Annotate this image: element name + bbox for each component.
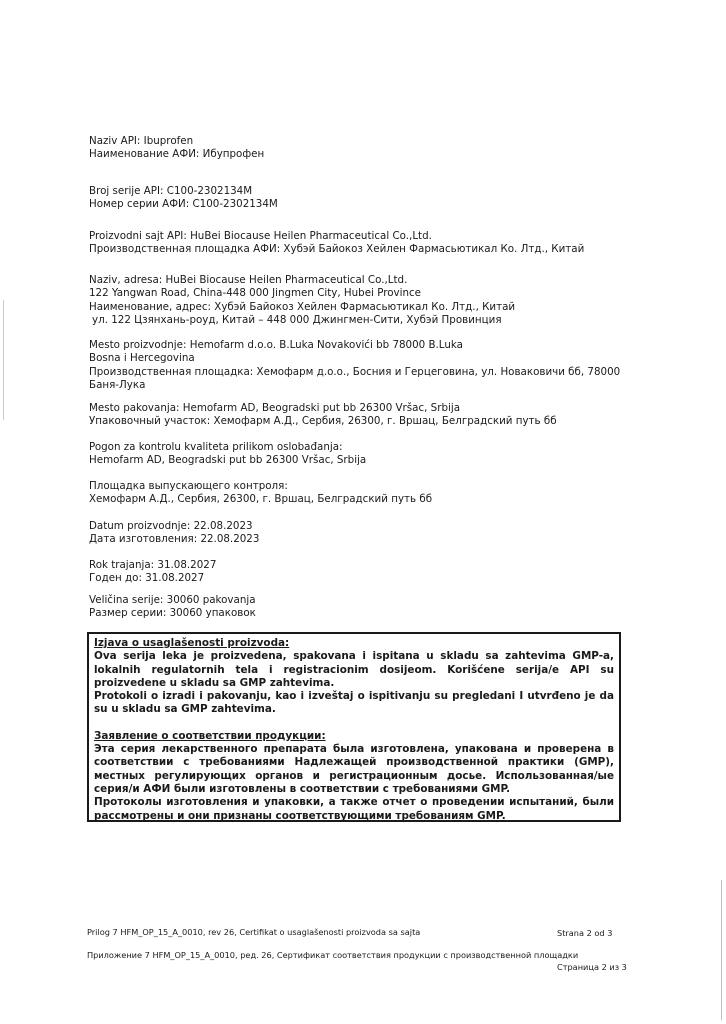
packaging-site-sr: Mesto pakovanja: Hemofarm AD, Beogradski put bb 26300 Vršac, Srbija (89, 402, 461, 414)
scan-artifact (3, 300, 4, 420)
declaration-title-sr: Izjava o usaglašenosti proizvoda: (94, 637, 290, 649)
api-batch-section (89, 185, 669, 212)
release-site-ru-1: Площадка выпускающего контроля: (89, 480, 288, 492)
packaging-site-ru: Упаковочный участок: Хемофарм А.Д., Сербия, 26300, г. Вршац, Белградский путь бб (89, 415, 557, 428)
release-site-sr-section (89, 441, 669, 468)
batch-size-section (89, 594, 669, 621)
address-sr-2: 122 Yangwan Road, China-448 000 Jingmen City, Hubei Province (89, 287, 422, 300)
api-batch-sr: Broj serije API: C100-2302134M (89, 185, 253, 197)
declaration-text-sr-2: Protokoli o izradi i pakovanju, kao i izveštaj o ispitivanju su pregledani I utvrđeno je da su u skladu sa GMP zahtevima. (94, 690, 614, 716)
release-site-sr-1: Pogon za kontrolu kvaliteta prilikom oslobađanja: (89, 441, 343, 453)
api-name-ru: Наименование АФИ: Ибупрофен (89, 148, 265, 161)
release-site-sr-2: Hemofarm AD, Beogradski put bb 26300 Vršac, Srbija (89, 454, 367, 467)
footer-page-sr: Strana 2 od 3 (557, 928, 613, 938)
manufacture-date-section (89, 520, 669, 547)
batch-size-ru: Размер серии: 30060 упаковок (89, 607, 256, 620)
api-site-section (89, 230, 669, 257)
manufacturing-site-ru-2: Баня-Лука (89, 379, 146, 392)
address-ru-1: Наименование, адрес: Хубэй Байокоз Хейлен Фармасьютикал Ко. Лтд., Китай (89, 300, 516, 313)
scan-artifact (721, 880, 722, 1020)
manufacturing-site-ru-1: Производственная площадка: Хемофарм д.о.о., Босния и Герцеговина, ул. Новаковичи бб, 78000 (89, 365, 621, 378)
expiry-ru: Годен до: 31.08.2027 (89, 572, 205, 585)
declaration-text-ru-1: Эта серия лекарственного препарата была изготовлена, упакована и проверена в соответствии с требованиями Надлежащей производственной практики (GMP), местных регулирующих органов и регистрационным досье. Использованная/ые серия/и АФИ были изготовлены в соответствии с требованиями GMP. (94, 743, 614, 795)
address-section (89, 274, 669, 328)
batch-size-sr: Veličina serije: 30060 pakovanja (89, 594, 256, 606)
declaration-text-ru-2: Протоколы изготовления и упаковки, а также отчет о проведении испытаний, были рассмотрены и они признаны соответствующими требованиям GMP. (94, 796, 614, 822)
manufacture-date-ru: Дата изготовления: 22.08.2023 (89, 533, 260, 546)
release-site-ru-section (89, 480, 669, 507)
address-sr-1: Naziv, adresa: HuBei Biocause Heilen Pharmaceutical Co.,Ltd. (89, 274, 408, 286)
expiry-section (89, 559, 669, 586)
release-site-ru-2: Хемофарм А.Д., Сербия, 26300, г. Вршац, Белградский путь бб (89, 493, 433, 506)
declaration-text-sr-1: Ova serija leka je proizvedena, spakovana i ispitana u skladu sa zahtevima GMP-a, lokalnih regulatornih tela i registracionim dosijeom. Korišćene serija/e API su proizvedene u skladu sa GMP zahtevima. (94, 650, 614, 689)
api-site-ru: Производственная площадка АФИ: Хубэй Байокоз Хейлен Фармасьютикал Ко. Лтд., Китай (89, 243, 585, 256)
footer-page-ru: Страница 2 из 3 (557, 962, 627, 972)
manufacturing-site-sr-2: Bosna i Hercegovina (89, 352, 195, 365)
spacer (94, 717, 614, 730)
packaging-site-section (89, 402, 669, 429)
api-name-sr: Naziv API: Ibuprofen (89, 135, 194, 147)
conformity-declaration-box (87, 632, 621, 822)
api-site-sr: Proizvodni sajt API: HuBei Biocause Heilen Pharmaceutical Co.,Ltd. (89, 230, 432, 242)
api-name-section (89, 135, 669, 162)
address-ru-2: ул. 122 Цзянхань-роуд, Китай – 448 000 Джингмен-Сити, Хубэй Провинция (92, 314, 502, 327)
manufacture-date-sr: Datum proizvodnje: 22.08.2023 (89, 520, 253, 532)
api-batch-ru: Номер серии АФИ: C100-2302134M (89, 198, 278, 211)
expiry-sr: Rok trajanja: 31.08.2027 (89, 559, 217, 571)
footer-ref-sr: Prilog 7 HFM_OP_15_A_0010, rev 26, Certifikat o usaglašenosti proizvoda sa sajta (87, 927, 421, 937)
manufacturing-site-section (89, 339, 669, 393)
footer-ref-ru: Приложение 7 HFM_OP_15_A_0010, ред. 26, Сертификат соответствия продукции с производственной площадки (87, 950, 579, 960)
manufacturing-site-sr-1: Mesto proizvodnje: Hemofarm d.o.o. B.Luka Novakovići bb 78000 B.Luka (89, 339, 463, 351)
declaration-title-ru: Заявление о соответствии продукции: (94, 729, 326, 742)
